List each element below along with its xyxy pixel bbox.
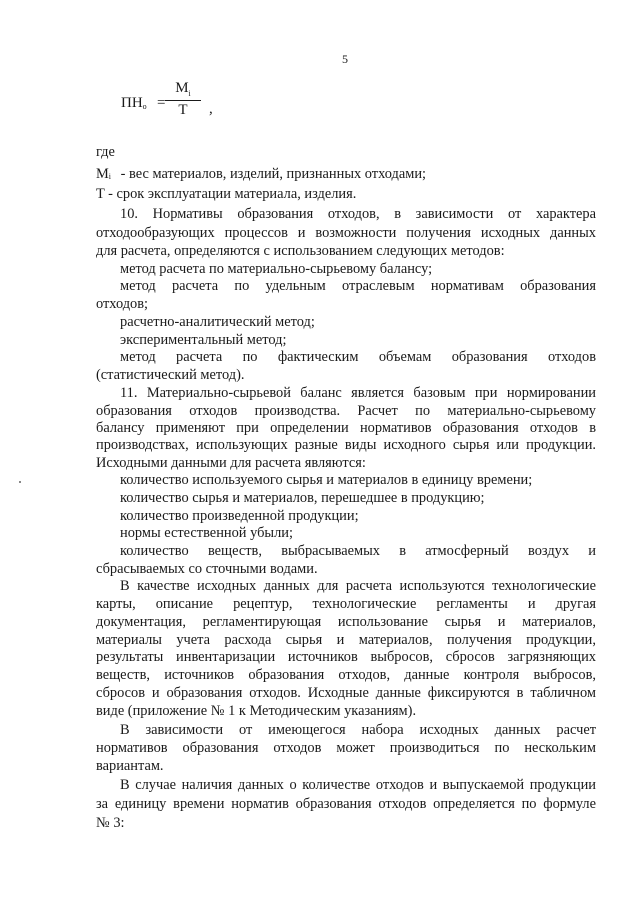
list-item-input: количество сырья и материалов, перешедшее в продукцию;	[120, 490, 485, 506]
list-item-input: нормы естественной убыли;	[120, 525, 293, 541]
fraction-bar	[165, 100, 201, 101]
formula-equals: =	[157, 95, 166, 111]
formula-numerator-text: M	[175, 80, 189, 96]
list-item-method: метод расчета по фактическим объемам образования отходов	[120, 349, 596, 365]
definition-m-text: - вес материалов, изделий, признанных отходами;	[120, 166, 427, 182]
paragraph-variants-first-line: В зависимости от имеющегося набора исходных данных расчет	[120, 722, 596, 738]
text-line: нормативов образования отходов может производиться по нескольким	[96, 740, 596, 756]
list-item-input: количество произведенной продукции;	[120, 508, 359, 524]
symbol-m	[96, 166, 111, 182]
text-line: производствах, использующих разные виды исходного сырья или продукции.	[96, 437, 596, 453]
text-line: вариантам.	[96, 758, 164, 774]
text-line: виде (приложение № 1 к Методическим указаниям).	[96, 703, 417, 719]
formula-lhs	[121, 95, 147, 112]
page-number: 5	[342, 52, 348, 66]
list-item-input: количество веществ, выбрасываемых в атмосферный воздух и	[120, 543, 596, 559]
list-item-method: расчетно-аналитический метод;	[120, 314, 315, 330]
text-line: образования отходов производства. Расчет по материально-сырьевому	[96, 403, 596, 419]
text-line: где	[96, 144, 115, 160]
symbol-m-sub: i	[108, 172, 112, 181]
text-line: сбрасываемых со сточными водами.	[96, 561, 318, 577]
formula-numerator-sub: i	[188, 89, 191, 98]
paragraph-formula3-first-line: В случае наличия данных о количестве отходов и выпускаемой продукции	[120, 777, 596, 793]
text-line: сбросов и образования отходов. Исходные данные фиксируются в табличном	[96, 685, 596, 701]
formula-denominator: T	[178, 102, 188, 118]
text-line: для расчета, определяются с использованием следующих методов:	[96, 243, 505, 259]
list-item-method: метод расчета по материально-сырьевому балансу;	[120, 261, 433, 277]
text-line: результаты инвентаризации источников выбросов, сбросов загрязняющих	[96, 649, 596, 665]
list-item-input: количество используемого сырья и материалов в единицу времени;	[120, 472, 533, 488]
text-line: материалы учета расхода сырья и материалов, получения продукции,	[96, 632, 596, 648]
text-line-definition-m	[96, 165, 596, 183]
list-item-method: экспериментальный метод;	[120, 332, 287, 348]
text-line: Исходными данными для расчета являются:	[96, 455, 366, 471]
paragraph-10-first-line: 10. Нормативы образования отходов, в зависимости от характера	[120, 206, 596, 222]
text-line: балансу применяют при определении нормативов образования отходов в	[96, 420, 596, 436]
text-line: отходов;	[96, 296, 149, 312]
formula-lhs-text: ПН	[121, 95, 143, 111]
formula-lhs-sub: о	[142, 102, 147, 111]
list-item-method: метод расчета по удельным отраслевым нормативам образования	[120, 278, 596, 294]
text-line: T - срок эксплуатации материала, изделия.	[96, 186, 357, 202]
formula-comma: ,	[209, 101, 213, 117]
text-line: № 3:	[96, 815, 125, 831]
text-line: (статистический метод).	[96, 367, 245, 383]
symbol-m-text: M	[96, 166, 109, 182]
paragraph-11-first-line: 11. Материально-сырьевой баланс является базовым при нормировании	[120, 385, 596, 401]
formula-numerator	[167, 80, 199, 98]
text-line: карты, описание рецептур, технологические регламенты и другая	[96, 596, 596, 612]
text-line: веществ, источников образования отходов, данные контроля выбросов,	[96, 667, 596, 683]
text-line: документация, регламентирующая использование сырья и материалов,	[96, 614, 596, 630]
text-line: отходообразующих процессов и возможности получения исходных данных	[96, 225, 596, 241]
margin-mark	[19, 481, 21, 483]
paragraph-sources-first-line: В качестве исходных данных для расчета используются технологические	[120, 578, 596, 594]
text-line: за единицу времени норматив образования отходов определяется по формуле	[96, 796, 596, 812]
formula-1	[121, 80, 241, 124]
